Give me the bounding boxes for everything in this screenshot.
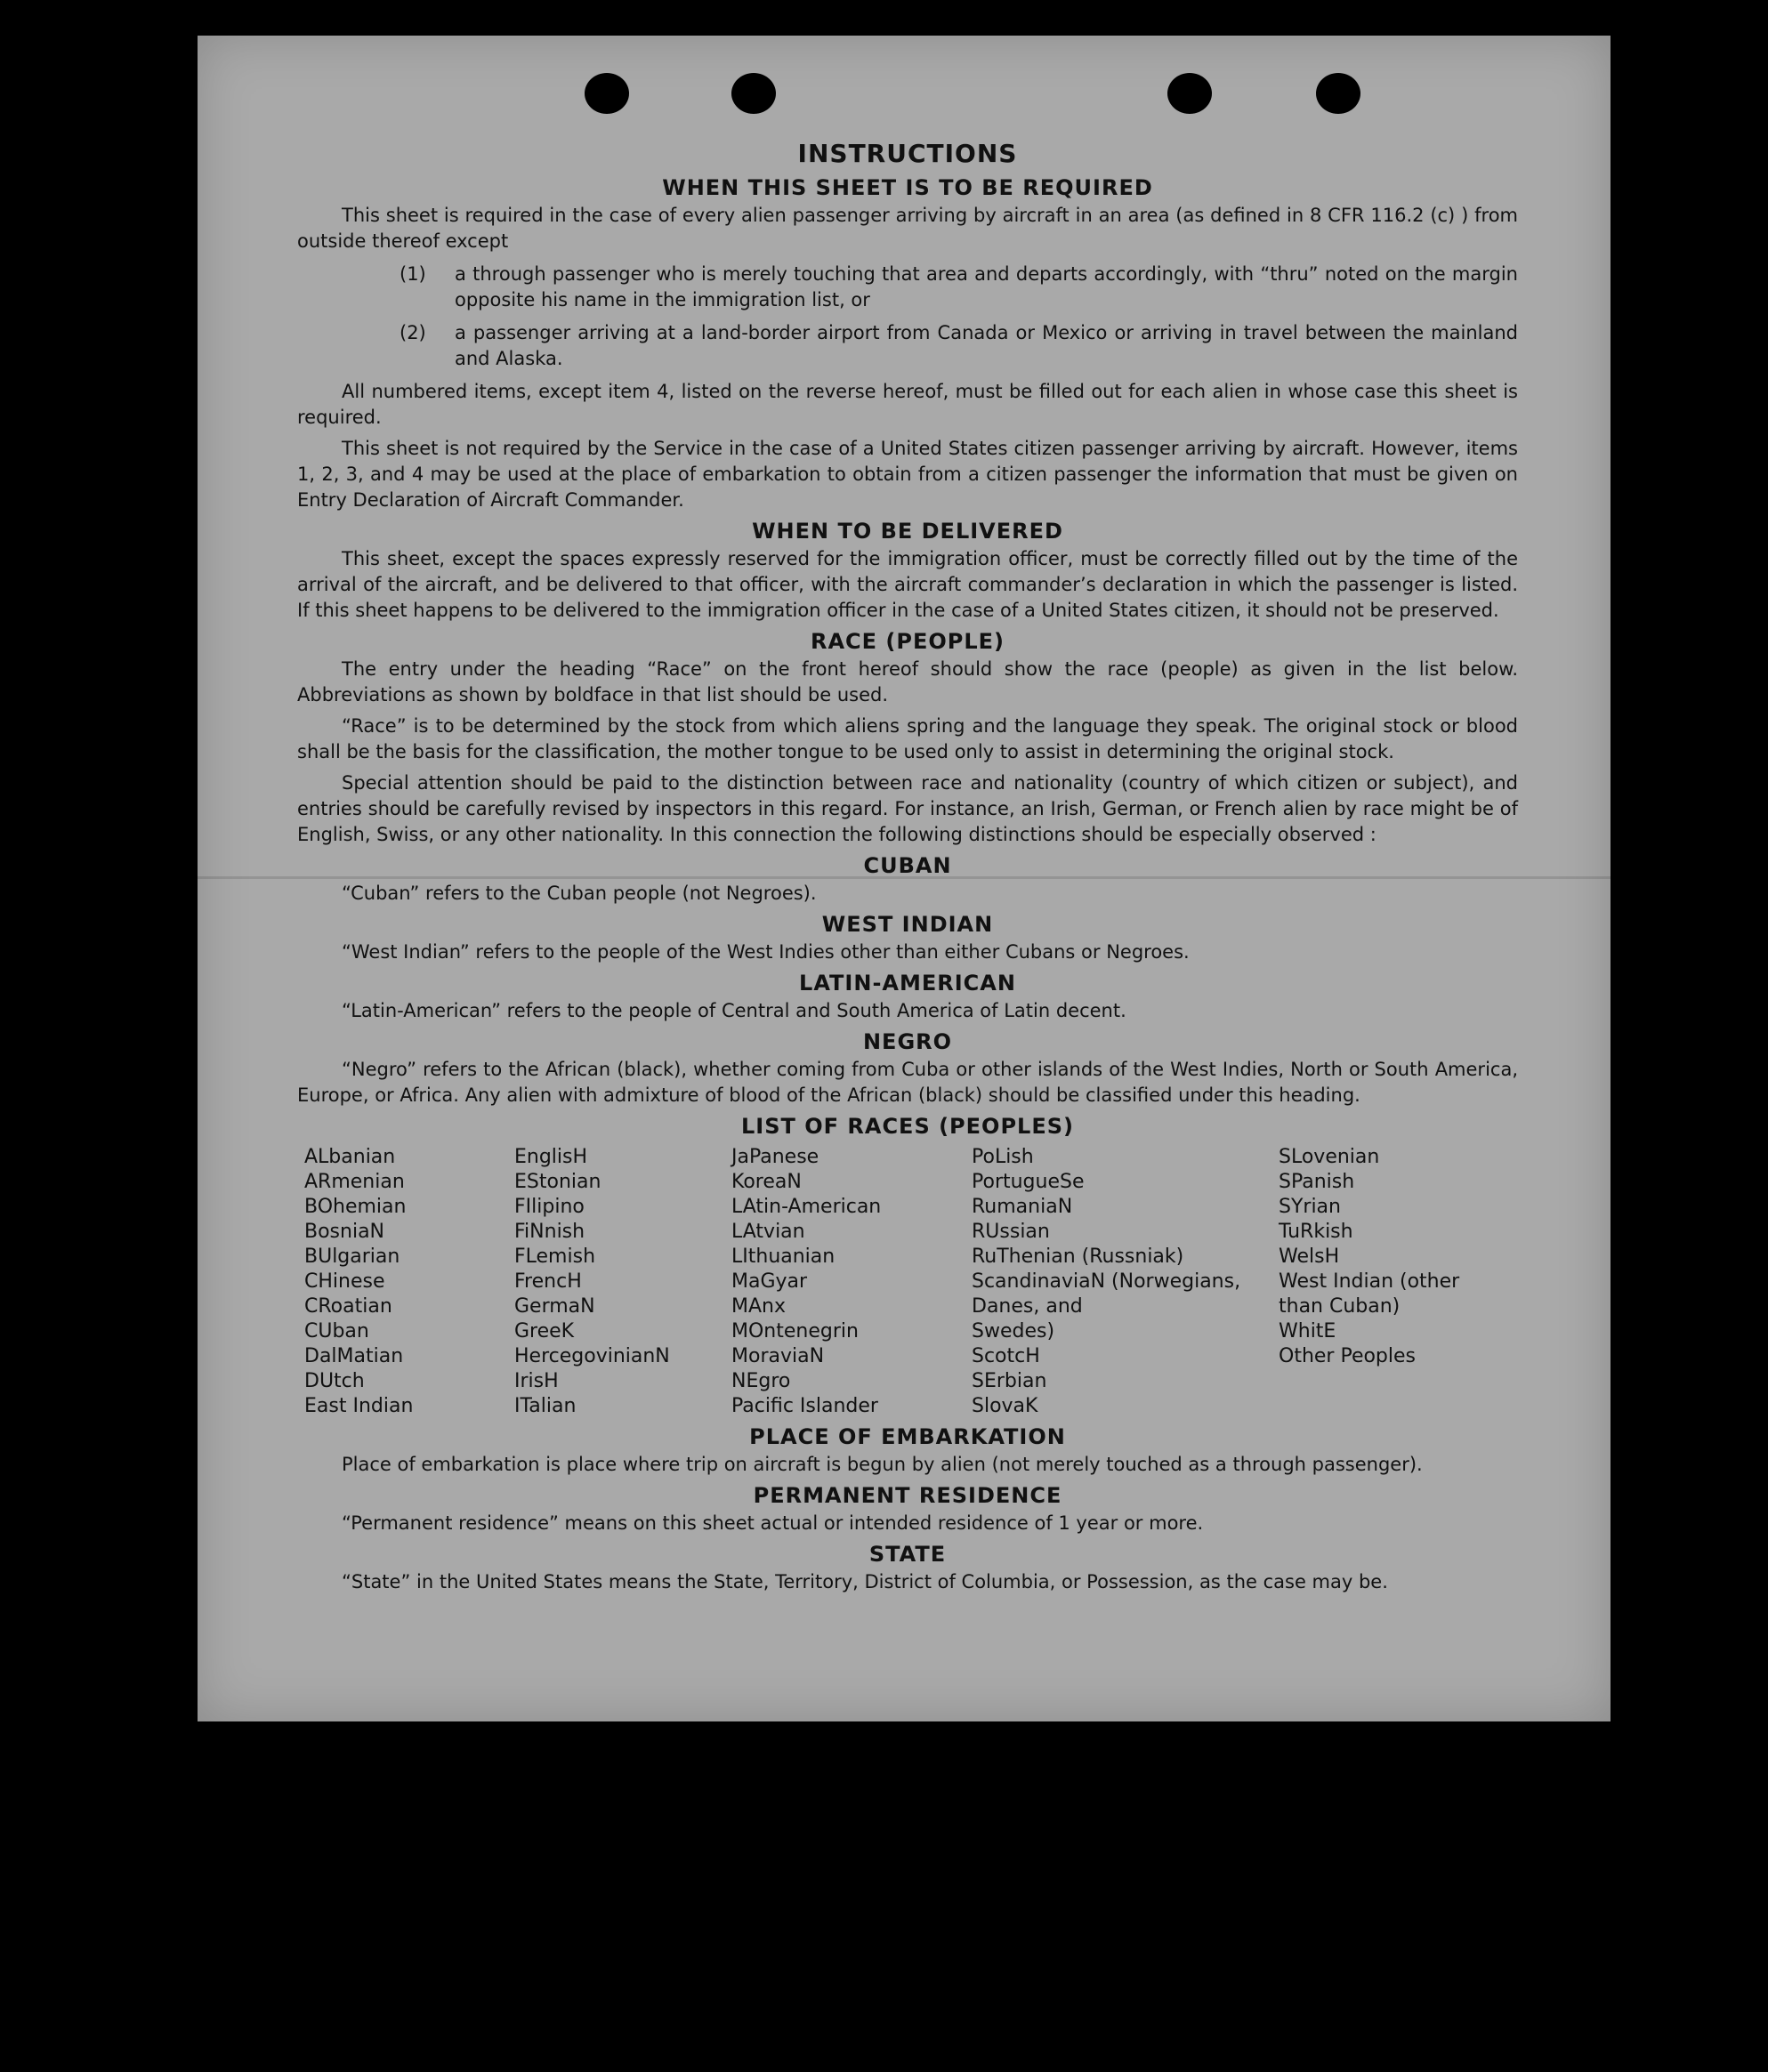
paragraph: The entry under the heading “Race” on the front hereof should show the race (people) as given in the list below. Abbreviations as shown by boldface in that list should be used. (297, 658, 1518, 705)
race-entry: CUban (304, 1320, 369, 1342)
race-entry: EStonian (514, 1171, 601, 1193)
race-entry: NEgro (731, 1370, 791, 1392)
race-entry: MoraviaN (731, 1345, 825, 1367)
section-heading: STATE (868, 1542, 947, 1567)
race-entry: SLovenian (1279, 1146, 1380, 1168)
punch-hole (585, 73, 629, 114)
section-heading: LATIN-AMERICAN (799, 971, 1016, 996)
race-column (514, 1145, 731, 1419)
section-heading: WHEN THIS SHEET IS TO BE REQUIRED (662, 175, 1153, 200)
race-entry: RumaniaN (972, 1196, 1073, 1218)
paragraph: “Race” is to be determined by the stock from which aliens spring and the language they speak. The original stock or blood shall be the basis for the classification, the mother tongue to be used only to assist in determining the original stock. (297, 715, 1518, 762)
race-entry: than Cuban) (1279, 1295, 1401, 1318)
instruction-sheet (198, 36, 1611, 1721)
instructions-content (297, 141, 1518, 1600)
section-heading: CUBAN (863, 853, 952, 878)
race-entry: FiNnish (514, 1221, 585, 1243)
race-entry: LIthuanian (731, 1246, 836, 1268)
race-entry: BUlgarian (304, 1246, 400, 1268)
race-entry: Other Peoples (1279, 1345, 1417, 1367)
race-entry: ARmenian (304, 1171, 405, 1193)
race-entry: FLemish (514, 1246, 596, 1268)
race-entry: ScandinaviaN (Norwegians, (972, 1270, 1241, 1293)
race-entry: West Indian (other (1279, 1270, 1460, 1293)
race-entry: PortugueSe (972, 1171, 1085, 1193)
race-entry: PoLish (972, 1146, 1034, 1168)
race-entry: GreeK (514, 1320, 575, 1342)
definition: “Cuban” refers to the Cuban people (not Negroes). (342, 883, 817, 904)
paragraph: All numbered items, except item 4, listed on the reverse hereof, must be filled out for each alien in whose case this sheet is required. (297, 381, 1518, 428)
punch-hole (1316, 73, 1360, 114)
race-entry: JaPanese (731, 1146, 819, 1168)
item-text: a through passenger who is merely touching that area and departs accordingly, with “thru” noted on the margin opposite his name in the immigration list, or (455, 263, 1518, 310)
paragraph: This sheet is required in the case of every alien passenger arriving by aircraft in an area (as defined in 8 CFR 116.2 (c) ) from outside thereof except (297, 205, 1518, 252)
punch-hole (731, 73, 776, 114)
race-entry: BOhemian (304, 1196, 407, 1218)
race-entry: FrencH (514, 1270, 582, 1293)
definition: Place of embarkation is place where trip on aircraft is begun by alien (not merely touched as a through passenger). (342, 1454, 1423, 1475)
section-heading: PERMANENT RESIDENCE (753, 1483, 1062, 1508)
section-heading: WHEN TO BE DELIVERED (752, 519, 1063, 544)
race-column (304, 1145, 514, 1419)
punch-hole (1167, 73, 1212, 114)
section-heading: NEGRO (862, 1029, 953, 1054)
race-column (972, 1145, 1279, 1419)
definition: “West Indian” refers to the people of the West Indies other than either Cubans or Negroes. (342, 941, 1190, 963)
race-entry: MaGyar (731, 1270, 808, 1293)
race-entry: Danes, and (972, 1295, 1083, 1318)
race-entry: KoreaN (731, 1171, 802, 1193)
race-entry: RuThenian (Russniak) (972, 1246, 1184, 1268)
race-entry: Pacific Islander (731, 1395, 878, 1417)
paragraph: Special attention should be paid to the distinction between race and nationality (country of which citizen or subject), and entries should be carefully revised by inspectors in this regard. For instance, an Irish, German, or French alien by race might be of English, Swiss, or any other nationality. In this connection the following distinctions should be especially observed : (297, 772, 1518, 845)
race-column (731, 1145, 972, 1419)
race-entry: RUssian (972, 1221, 1050, 1243)
item-number: (2) (400, 322, 426, 343)
definition: “Permanent residence” means on this sheet actual or intended residence of 1 year or more. (342, 1512, 1204, 1534)
race-entry: HercegovinianN (514, 1345, 670, 1367)
paragraph: This sheet, except the spaces expressly reserved for the immigration officer, must be correctly filled out by the time of the arrival of the aircraft, and be delivered to that officer, with the aircraft commander’s declaration in which the passenger is listed. If this sheet happens to be delivered to the immigration officer in the case of a United States citizen, it should not be preserved. (297, 548, 1518, 621)
race-entry: LAtvian (731, 1221, 805, 1243)
page-title: INSTRUCTIONS (797, 139, 1018, 168)
race-entry: GermaN (514, 1295, 595, 1318)
list-item (400, 262, 1518, 313)
race-entry: DUtch (304, 1370, 365, 1392)
section-heading: PLACE OF EMBARKATION (749, 1424, 1066, 1449)
race-entry: East Indian (304, 1395, 414, 1417)
race-entry: MAnx (731, 1295, 786, 1318)
race-entry: FIlipino (514, 1196, 585, 1218)
race-entry: CHinese (304, 1270, 385, 1293)
race-entry: ITalian (514, 1395, 577, 1417)
race-entry: Swedes) (972, 1320, 1055, 1342)
race-entry: TuRkish (1279, 1221, 1353, 1243)
section-heading: WEST INDIAN (821, 912, 994, 937)
race-entry: LAtin-American (731, 1196, 882, 1218)
paragraph: This sheet is not required by the Service in the case of a United States citizen passenger arriving by aircraft. However, items 1, 2, 3, and 4 may be used at the place of embarkation to obtain from a citizen passenger the information that must be given on Entry Declaration of Aircraft Commander. (297, 438, 1518, 511)
item-number: (1) (400, 263, 426, 285)
race-entry: IrisH (514, 1370, 559, 1392)
race-entry: SlovaK (972, 1395, 1038, 1417)
section-heading: RACE (PEOPLE) (810, 629, 1005, 654)
race-entry: BosniaN (304, 1221, 385, 1243)
race-entry: WelsH (1279, 1246, 1340, 1268)
race-entry: EnglisH (514, 1146, 588, 1168)
race-entry: DalMatian (304, 1345, 404, 1367)
race-entry: SYrian (1279, 1196, 1341, 1218)
section-heading: LIST OF RACES (PEOPLES) (741, 1114, 1074, 1139)
definition: “Latin-American” refers to the people of Central and South America of Latin decent. (342, 1000, 1126, 1021)
definition: “Negro” refers to the African (black), whether coming from Cuba or other islands of the West Indies, North or South America, Europe, or Africa. Any alien with admixture of blood of the African (black) should be classified under this heading. (297, 1059, 1518, 1106)
list-item (400, 320, 1518, 372)
race-entry: SErbian (972, 1370, 1047, 1392)
race-entry: ALbanian (304, 1146, 396, 1168)
race-list (304, 1145, 1518, 1419)
race-entry: SPanish (1279, 1171, 1355, 1193)
race-column (1279, 1145, 1510, 1419)
definition: “State” in the United States means the State, Territory, District of Columbia, or Possession, as the case may be. (342, 1571, 1388, 1592)
item-text: a passenger arriving at a land-border airport from Canada or Mexico or arriving in travel between the mainland and Alaska. (455, 322, 1518, 369)
race-entry: WhitE (1279, 1320, 1336, 1342)
race-entry: ScotcH (972, 1345, 1040, 1367)
race-entry: MOntenegrin (731, 1320, 859, 1342)
race-entry: CRoatian (304, 1295, 392, 1318)
